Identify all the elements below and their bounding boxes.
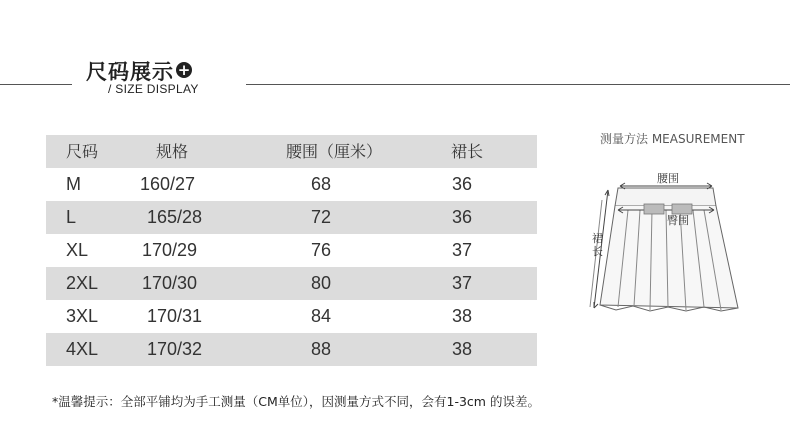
cell-spec: 165/28	[147, 207, 203, 227]
table-row	[46, 333, 537, 366]
cell-size: 2XL	[66, 273, 99, 293]
waist-tag	[672, 204, 692, 214]
cell-size: 3XL	[66, 306, 99, 326]
cell-length: 37	[452, 240, 473, 260]
cell-spec: 160/27	[140, 174, 196, 194]
cell-waist: 68	[311, 174, 332, 194]
measurement-title: 测量方法 MEASUREMENT	[600, 132, 745, 146]
page-title: 尺码展示	[86, 60, 174, 84]
length-label-char-1: 裙	[592, 232, 603, 245]
cell-waist: 80	[311, 273, 332, 293]
cell-spec: 170/30	[142, 273, 198, 293]
cell-waist: 72	[311, 207, 332, 227]
cell-waist: 76	[311, 240, 332, 260]
header-length: 裙长	[451, 142, 484, 161]
hip-label: 臀围	[667, 214, 689, 227]
measurement-note: *温馨提示：全部平铺均为手工测量（CM单位），因测量方式不同，会有1-3cm 的误差。	[52, 394, 540, 409]
skirt-diagram	[588, 160, 758, 320]
waist-tag	[644, 204, 664, 214]
cell-spec: 170/29	[142, 240, 198, 260]
header-spec: 规格	[156, 142, 189, 161]
table-row	[46, 201, 537, 234]
header-size: 尺码	[66, 142, 99, 161]
cell-length: 38	[452, 306, 473, 326]
table-row	[46, 300, 537, 333]
cell-length: 37	[452, 273, 473, 293]
cell-spec: 170/31	[147, 306, 203, 326]
cell-spec: 170/32	[147, 339, 203, 359]
table-row	[46, 168, 537, 201]
heading-rule-left	[0, 84, 72, 85]
waist-label: 腰围	[657, 172, 679, 185]
table-row	[46, 267, 537, 300]
cell-size: 4XL	[66, 339, 99, 359]
cell-size: XL	[66, 240, 89, 260]
header-waist: 腰围（厘米）	[286, 142, 383, 161]
heading-rule-right	[246, 84, 790, 85]
cell-waist: 84	[311, 306, 332, 326]
table-row	[46, 234, 537, 267]
cell-waist: 88	[311, 339, 332, 359]
size-table	[46, 135, 537, 366]
page-subtitle: / SIZE DISPLAY	[108, 82, 199, 96]
plus-circle-icon: +	[177, 61, 191, 79]
cell-size: L	[66, 207, 77, 227]
cell-length: 36	[452, 207, 473, 227]
length-label-char-2: 长	[592, 245, 603, 258]
cell-length: 36	[452, 174, 473, 194]
table-header-row	[46, 135, 537, 168]
cell-size: M	[66, 174, 81, 194]
cell-length: 38	[452, 339, 473, 359]
length-label	[592, 232, 607, 258]
